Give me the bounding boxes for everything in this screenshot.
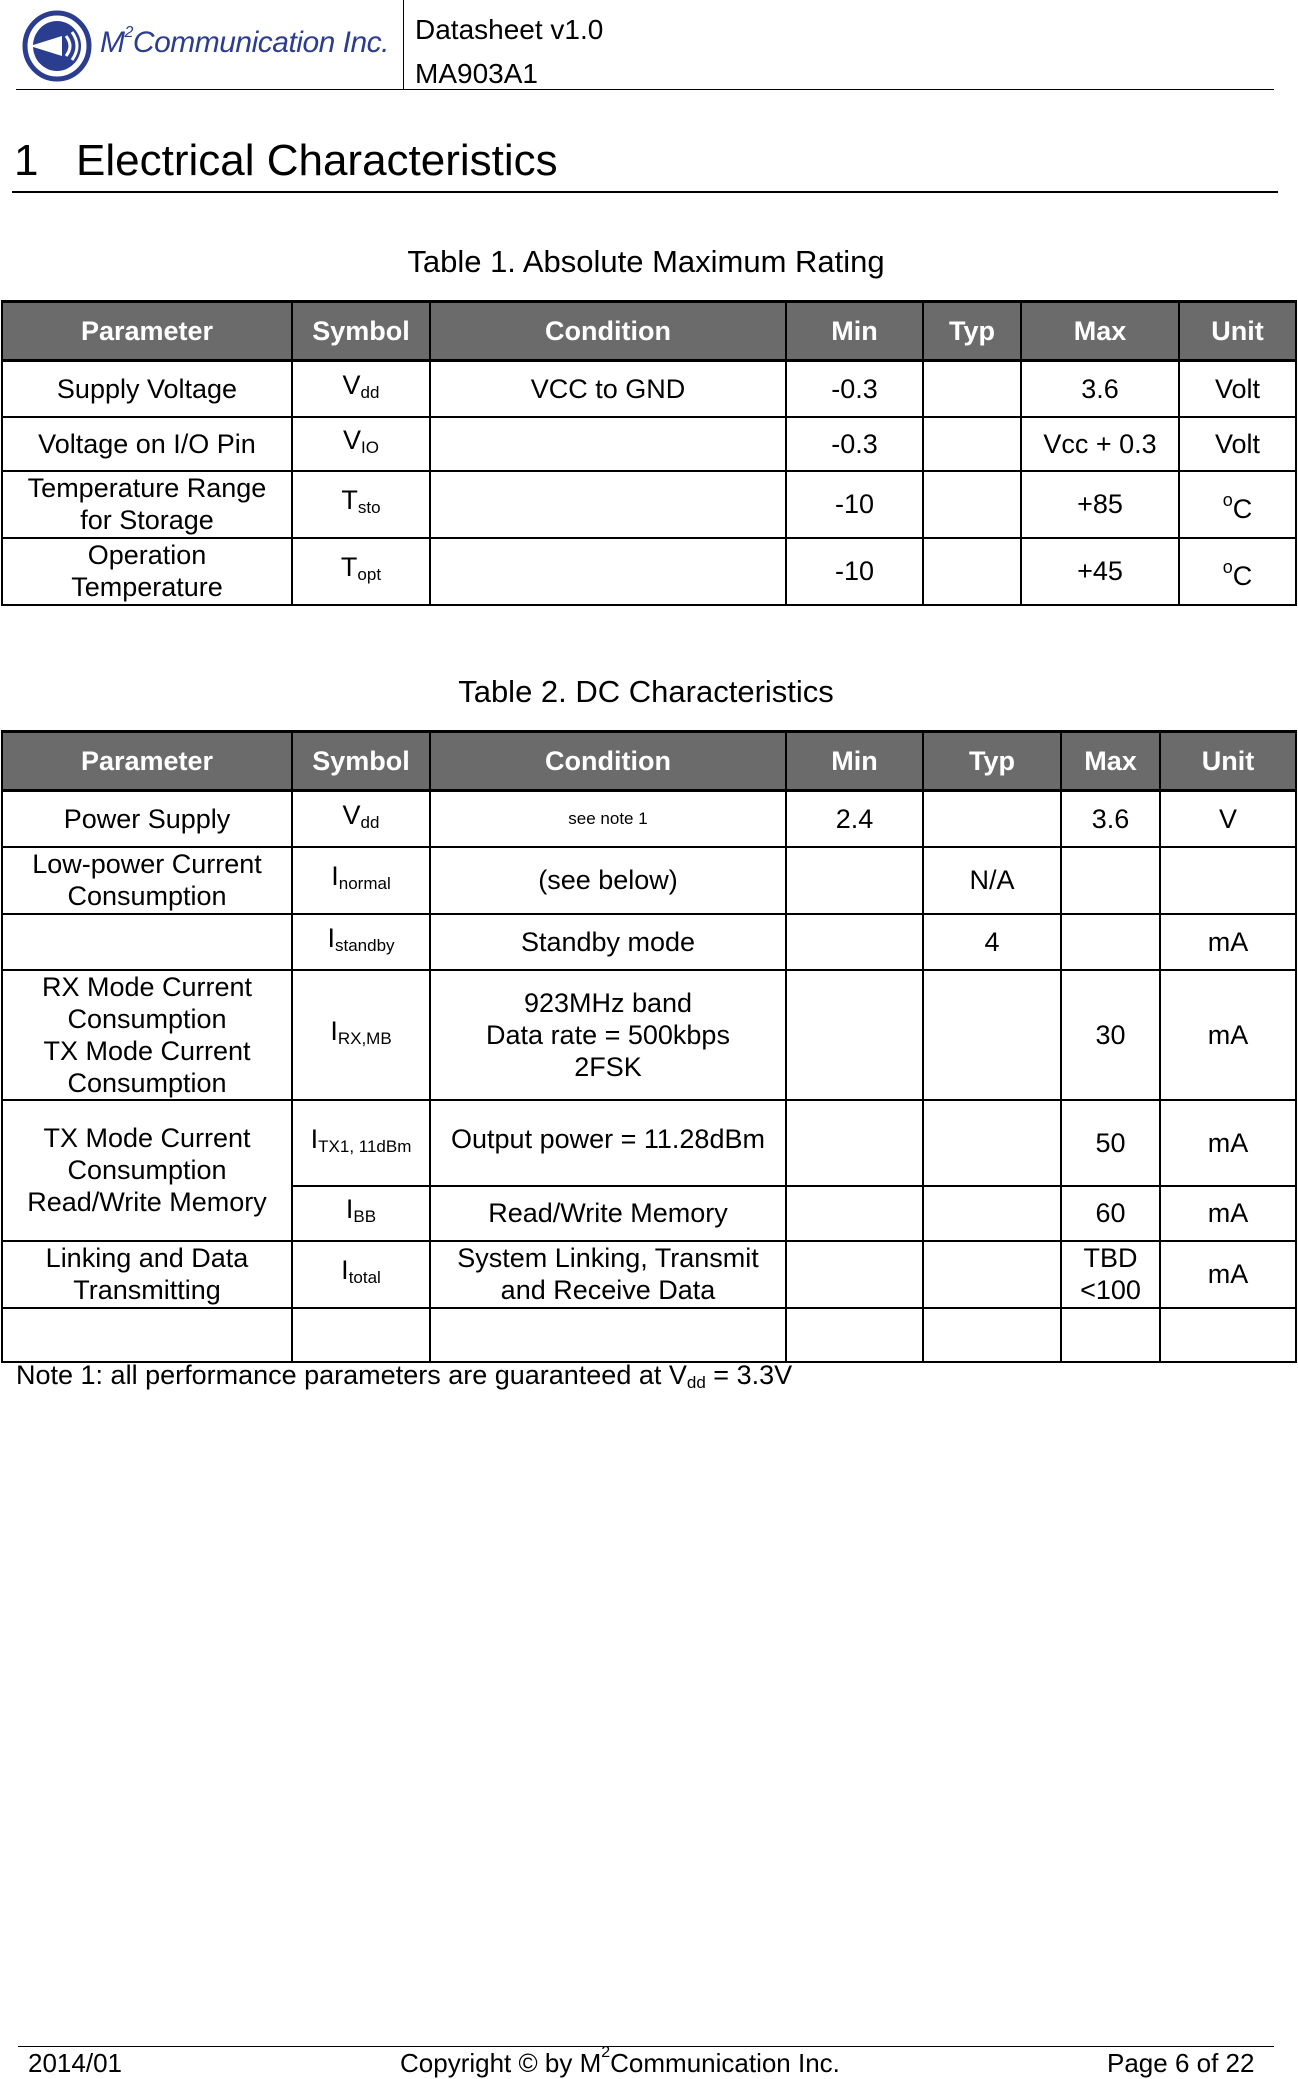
header-divider bbox=[403, 0, 404, 90]
cell-condition bbox=[430, 417, 786, 471]
cell-max: Vcc + 0.3 bbox=[1021, 417, 1179, 471]
col-header-condition: Condition bbox=[430, 732, 786, 791]
table2-title: Table 2. DC Characteristics bbox=[458, 674, 834, 709]
cell-min: -10 bbox=[786, 538, 923, 605]
cell-symbol: $I_{total}$ bbox=[292, 1241, 430, 1308]
col-header-unit: Unit bbox=[1179, 302, 1296, 361]
cell-symbol: $I_{TX1, 11dBm}$ bbox=[292, 1100, 430, 1186]
company-logo-text: $M^2Communication$ Inc. bbox=[100, 24, 390, 59]
table-row-empty bbox=[2, 1308, 1296, 1362]
cell-min bbox=[786, 1186, 923, 1241]
doc-title: Datasheet v1.0 bbox=[415, 14, 604, 45]
cell-unit: mA bbox=[1160, 970, 1296, 1100]
cell-unit bbox=[1160, 847, 1296, 914]
footer-copyright: Copyright © by $M^2Communication$ Inc. bbox=[400, 2044, 840, 2078]
section-number: 1 bbox=[14, 136, 39, 185]
cell-empty bbox=[292, 1308, 430, 1362]
col-header-min: Min bbox=[786, 732, 923, 791]
cell-min: -10 bbox=[786, 471, 923, 538]
cell-condition bbox=[430, 538, 786, 605]
cell-min bbox=[786, 914, 923, 970]
cell-empty bbox=[1061, 1308, 1160, 1362]
cell-unit: $^o$C bbox=[1179, 538, 1296, 605]
table-row bbox=[2, 791, 1296, 847]
cell-empty bbox=[1160, 1308, 1296, 1362]
cell-max bbox=[1061, 914, 1160, 970]
cell-max: +85 bbox=[1021, 471, 1179, 538]
col-header-condition: Condition bbox=[430, 302, 786, 361]
cell-typ bbox=[923, 417, 1021, 471]
cell-typ bbox=[923, 471, 1021, 538]
col-header-max: Max bbox=[1061, 732, 1160, 791]
cell-unit: mA bbox=[1160, 1186, 1296, 1241]
table1-title: Table 1. Absolute Maximum Rating bbox=[407, 244, 885, 279]
cell-empty bbox=[430, 1308, 786, 1362]
col-header-symbol: Symbol bbox=[292, 302, 430, 361]
col-header-typ: Typ bbox=[923, 732, 1061, 791]
cell-typ bbox=[923, 1186, 1061, 1241]
cell-max: +45 bbox=[1021, 538, 1179, 605]
cell-min: -0.3 bbox=[786, 417, 923, 471]
cell-max: 30 bbox=[1061, 970, 1160, 1100]
cell-unit: Volt bbox=[1179, 417, 1296, 471]
cell-max: 60 bbox=[1061, 1186, 1160, 1241]
cell-empty bbox=[786, 1308, 923, 1362]
table-row bbox=[2, 847, 1296, 914]
cell-condition bbox=[430, 471, 786, 538]
table-row bbox=[2, 914, 1296, 970]
cell-max: 50 bbox=[1061, 1100, 1160, 1186]
cell-parameter: RX Mode Current Consumption TX Mode Current Consumption bbox=[2, 970, 292, 1100]
cell-min bbox=[786, 1241, 923, 1308]
cell-condition: Standby mode bbox=[430, 914, 786, 970]
cell-max bbox=[1061, 847, 1160, 914]
table-row bbox=[2, 970, 1296, 1100]
table-header-row bbox=[2, 732, 1296, 791]
header-rule bbox=[16, 89, 1274, 90]
table-row bbox=[2, 361, 1296, 417]
cell-empty bbox=[2, 1308, 292, 1362]
cell-condition: System Linking, Transmit and Receive Data bbox=[430, 1241, 786, 1308]
cell-parameter: Power Supply bbox=[2, 791, 292, 847]
cell-empty bbox=[923, 1308, 1061, 1362]
cell-parameter: Supply Voltage bbox=[2, 361, 292, 417]
col-header-parameter: Parameter bbox=[2, 302, 292, 361]
col-header-typ: Typ bbox=[923, 302, 1021, 361]
cell-typ: N/A bbox=[923, 847, 1061, 914]
col-header-parameter: Parameter bbox=[2, 732, 292, 791]
cell-typ bbox=[923, 1100, 1061, 1186]
table-header-row bbox=[2, 302, 1296, 361]
part-number: MA903A1 bbox=[415, 58, 538, 89]
cell-condition: Read/Write Memory bbox=[430, 1186, 786, 1241]
cell-symbol: $T_{sto}$ bbox=[292, 471, 430, 538]
cell-parameter: Temperature Range for Storage bbox=[2, 471, 292, 538]
cell-symbol: $V_{dd}$ bbox=[292, 791, 430, 847]
section-title: Electrical Characteristics bbox=[76, 136, 558, 185]
cell-typ bbox=[923, 1241, 1061, 1308]
cell-symbol: $T_{opt}$ bbox=[292, 538, 430, 605]
col-header-max: Max bbox=[1021, 302, 1179, 361]
cell-min: 2.4 bbox=[786, 791, 923, 847]
table-row bbox=[2, 417, 1296, 471]
table-row bbox=[2, 1241, 1296, 1308]
cell-symbol: $V_{IO}$ bbox=[292, 417, 430, 471]
dc-characteristics-table bbox=[1, 730, 1297, 1363]
footer-rule bbox=[18, 2046, 1274, 2047]
logo-emblem-icon bbox=[22, 8, 92, 84]
cell-parameter: Operation Temperature bbox=[2, 538, 292, 605]
footer-page-number: Page 6 of 22 bbox=[1107, 2048, 1255, 2078]
cell-parameter: Low-power Current Consumption bbox=[2, 847, 292, 914]
table-row bbox=[2, 471, 1296, 538]
cell-max: 3.6 bbox=[1061, 791, 1160, 847]
table-row bbox=[2, 538, 1296, 605]
cell-unit: mA bbox=[1160, 1241, 1296, 1308]
cell-min: -0.3 bbox=[786, 361, 923, 417]
table-note: Note 1: all performance parameters are guaranteed at $V_{dd} = 3.3V$ bbox=[16, 1360, 793, 1392]
footer-date: 2014/01 bbox=[28, 2048, 122, 2078]
cell-min bbox=[786, 847, 923, 914]
cell-max: TBD <100 bbox=[1061, 1241, 1160, 1308]
col-header-symbol: Symbol bbox=[292, 732, 430, 791]
cell-symbol: $V_{dd}$ bbox=[292, 361, 430, 417]
col-header-unit: Unit bbox=[1160, 732, 1296, 791]
col-header-min: Min bbox=[786, 302, 923, 361]
cell-parameter bbox=[2, 914, 292, 970]
cell-typ bbox=[923, 791, 1061, 847]
cell-parameter: Voltage on I/O Pin bbox=[2, 417, 292, 471]
cell-parameter: Linking and Data Transmitting bbox=[2, 1241, 292, 1308]
header-doc-info bbox=[415, 8, 603, 96]
cell-condition: (see below) bbox=[430, 847, 786, 914]
table-row bbox=[2, 1100, 1296, 1186]
cell-min bbox=[786, 1100, 923, 1186]
cell-condition: 923MHz band Data rate = 500kbps 2FSK bbox=[430, 970, 786, 1100]
cell-typ bbox=[923, 538, 1021, 605]
cell-symbol: $I_{BB}$ bbox=[292, 1186, 430, 1241]
company-logo bbox=[22, 8, 390, 84]
cell-symbol: $I_{normal}$ bbox=[292, 847, 430, 914]
section-rule bbox=[12, 191, 1278, 193]
cell-max: 3.6 bbox=[1021, 361, 1179, 417]
cell-typ bbox=[923, 361, 1021, 417]
cell-condition: VCC to GND bbox=[430, 361, 786, 417]
cell-typ bbox=[923, 970, 1061, 1100]
cell-unit: V bbox=[1160, 791, 1296, 847]
cell-typ: 4 bbox=[923, 914, 1061, 970]
cell-unit: mA bbox=[1160, 1100, 1296, 1186]
cell-condition: see note 1 bbox=[430, 791, 786, 847]
absolute-maximum-rating-table bbox=[1, 300, 1297, 606]
cell-condition: Output power = 11.28dBm bbox=[430, 1100, 786, 1186]
section-heading bbox=[14, 136, 558, 186]
cell-symbol: $I_{RX,MB}$ bbox=[292, 970, 430, 1100]
cell-unit: $^o$C bbox=[1179, 471, 1296, 538]
cell-unit: Volt bbox=[1179, 361, 1296, 417]
cell-symbol: $I_{standby}$ bbox=[292, 914, 430, 970]
cell-unit: mA bbox=[1160, 914, 1296, 970]
cell-min bbox=[786, 970, 923, 1100]
cell-parameter: TX Mode Current Consumption Read/Write Memory bbox=[2, 1100, 292, 1241]
